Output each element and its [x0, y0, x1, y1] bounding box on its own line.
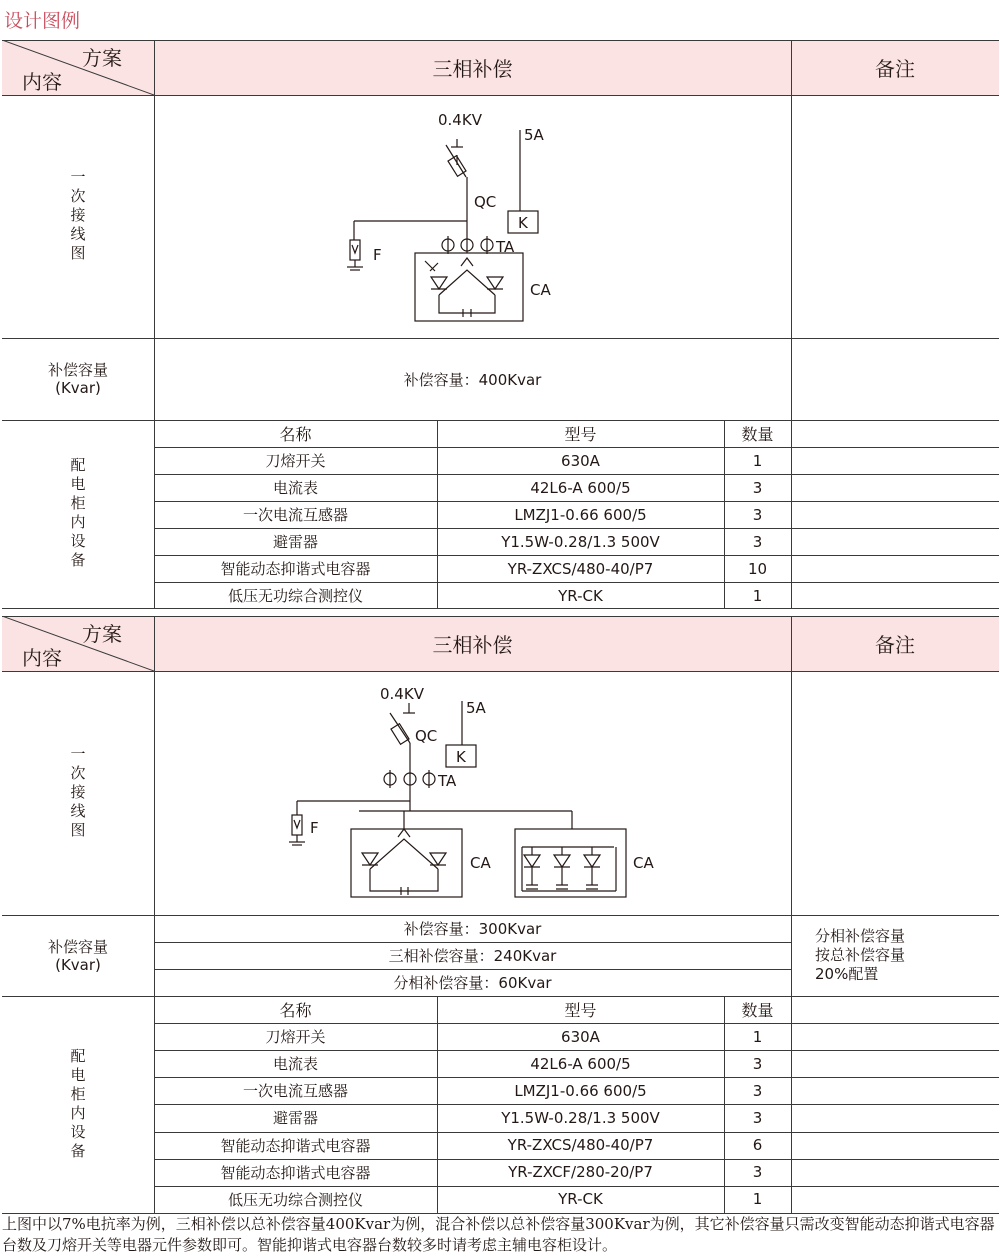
cell-model: YR-ZXCS/480-40/P7 — [507, 1136, 654, 1155]
column-header-name: 名称 — [279, 1001, 312, 1021]
header-content-2: 内容 — [22, 646, 62, 670]
capacity-value-1: 补偿容量：400Kvar — [403, 370, 542, 389]
cell-model: YR-CK — [558, 586, 603, 605]
cell-qty: 3 — [752, 505, 763, 524]
cell-name: 智能动态抑谐式电容器 — [220, 1136, 371, 1155]
cell-model: LMZJ1-0.66 600/5 — [514, 505, 647, 524]
cell-model: Y1.5W-0.28/1.3 500V — [501, 1108, 660, 1127]
label-ca-2a: CA — [470, 854, 491, 872]
label-f-1: F — [373, 246, 382, 264]
cell-model: YR-CK — [558, 1190, 603, 1209]
header-scheme: 方案 — [82, 46, 122, 70]
header-scheme-2: 方案 — [82, 622, 122, 646]
column-header-model: 型号 — [564, 1001, 597, 1021]
label-current-1: 5A — [524, 126, 544, 144]
cell-name: 低压无功综合测控仪 — [227, 587, 363, 605]
cell-name: 刀熔开关 — [265, 1028, 326, 1047]
cell-name: 避雷器 — [272, 1109, 318, 1128]
label-diagram-2: 一次接线图 — [68, 745, 87, 841]
cell-name: 一次电流互感器 — [242, 506, 348, 524]
cell-model: LMZJ1-0.66 600/5 — [514, 1081, 647, 1100]
page-title: 设计图例 — [4, 10, 81, 32]
label-k-2: K — [456, 748, 466, 766]
header-corner — [2, 40, 154, 95]
cell-qty: 3 — [752, 1108, 763, 1127]
cell-qty: 3 — [752, 1081, 763, 1100]
label-qc-2: QC — [415, 727, 438, 745]
cell-name: 一次电流互感器 — [242, 1082, 348, 1101]
cell-name: 低压无功综合测控仪 — [227, 1190, 363, 1209]
cell-model: 42L6-A 600/5 — [530, 478, 631, 497]
column-header-model: 型号 — [564, 425, 597, 444]
wiring-diagram-2 — [154, 671, 791, 915]
cell-qty: 1 — [752, 586, 763, 605]
label-qc-1: QC — [474, 193, 497, 211]
cell-qty: 3 — [752, 478, 763, 497]
column-header-qty: 数量 — [741, 1001, 774, 1021]
column-header-qty: 数量 — [741, 425, 774, 444]
label-ca-2b: CA — [633, 854, 654, 872]
label-voltage-1: 0.4KV — [438, 111, 482, 129]
capacity-three-phase-2: 三相补偿容量：240Kvar — [388, 947, 557, 965]
label-equipment: 配电柜内设备 — [68, 457, 87, 571]
wiring-diagram-1 — [154, 95, 791, 338]
cell-qty: 10 — [747, 559, 768, 578]
cell-name: 避雷器 — [272, 533, 318, 551]
header-content: 内容 — [22, 70, 62, 94]
capacity-split-phase-2: 分相补偿容量：60Kvar — [393, 974, 552, 992]
cell-model: 630A — [561, 451, 600, 470]
capacity-remark-2: 分相补偿容量 按总补偿容量 20%配置 — [815, 927, 906, 983]
label-voltage-2: 0.4KV — [380, 685, 424, 703]
design-table-2 — [2, 616, 999, 1213]
cell-qty: 3 — [752, 1054, 763, 1073]
label-ta-1: TA — [496, 238, 515, 256]
cell-name: 电流表 — [272, 479, 318, 497]
label-capacity: 补偿容量 (Kvar) — [47, 361, 108, 397]
header-remark: 备注 — [791, 40, 999, 95]
cell-qty: 1 — [752, 1190, 763, 1209]
header-remark-2: 备注 — [791, 616, 999, 671]
cell-qty: 1 — [752, 451, 763, 470]
label-equipment-2: 配电柜内设备 — [68, 1047, 87, 1162]
label-current-2: 5A — [466, 699, 486, 717]
cell-model: Y1.5W-0.28/1.3 500V — [501, 532, 660, 551]
label-ta-2: TA — [438, 772, 457, 790]
label-diagram: 一次接线图 — [68, 169, 87, 264]
header-type: 三相补偿 — [154, 40, 791, 95]
label-capacity-2: 补偿容量 (Kvar) — [47, 937, 108, 974]
label-k-1: K — [518, 214, 528, 232]
cell-name: 智能动态抑谐式电容器 — [220, 560, 371, 578]
cell-model: 630A — [561, 1027, 600, 1046]
cell-name: 刀熔开关 — [265, 452, 326, 470]
cell-model: YR-ZXCF/280-20/P7 — [508, 1163, 653, 1182]
footnote: 上图中以7%电抗率为例，三相补偿以总补偿容量400Kvar为例，混合补偿以总补偿容量300Kvar为例，其它补偿容量只需改变智能动态抑谐式电容器台数及刀熔开关等电器元件参数即可。智能抑谐式电容器台数较多时请考虑主辅电容柜设计。 — [2, 1215, 995, 1254]
header-type-2: 三相补偿 — [154, 616, 791, 671]
design-table-1 — [2, 40, 999, 608]
cell-name: 智能动态抑谐式电容器 — [220, 1163, 371, 1182]
cell-name: 电流表 — [272, 1055, 318, 1074]
cell-model: YR-ZXCS/480-40/P7 — [507, 559, 654, 578]
cell-qty: 3 — [752, 1163, 763, 1182]
column-header-name: 名称 — [279, 425, 312, 444]
cell-qty: 3 — [752, 532, 763, 551]
cell-model: 42L6-A 600/5 — [530, 1054, 631, 1073]
cell-qty: 6 — [752, 1136, 763, 1155]
label-f-2: F — [310, 819, 319, 837]
header-corner-2 — [2, 616, 154, 671]
capacity-total-2: 补偿容量：300Kvar — [403, 920, 542, 938]
label-ca-1: CA — [530, 281, 551, 299]
cell-qty: 1 — [752, 1027, 763, 1046]
